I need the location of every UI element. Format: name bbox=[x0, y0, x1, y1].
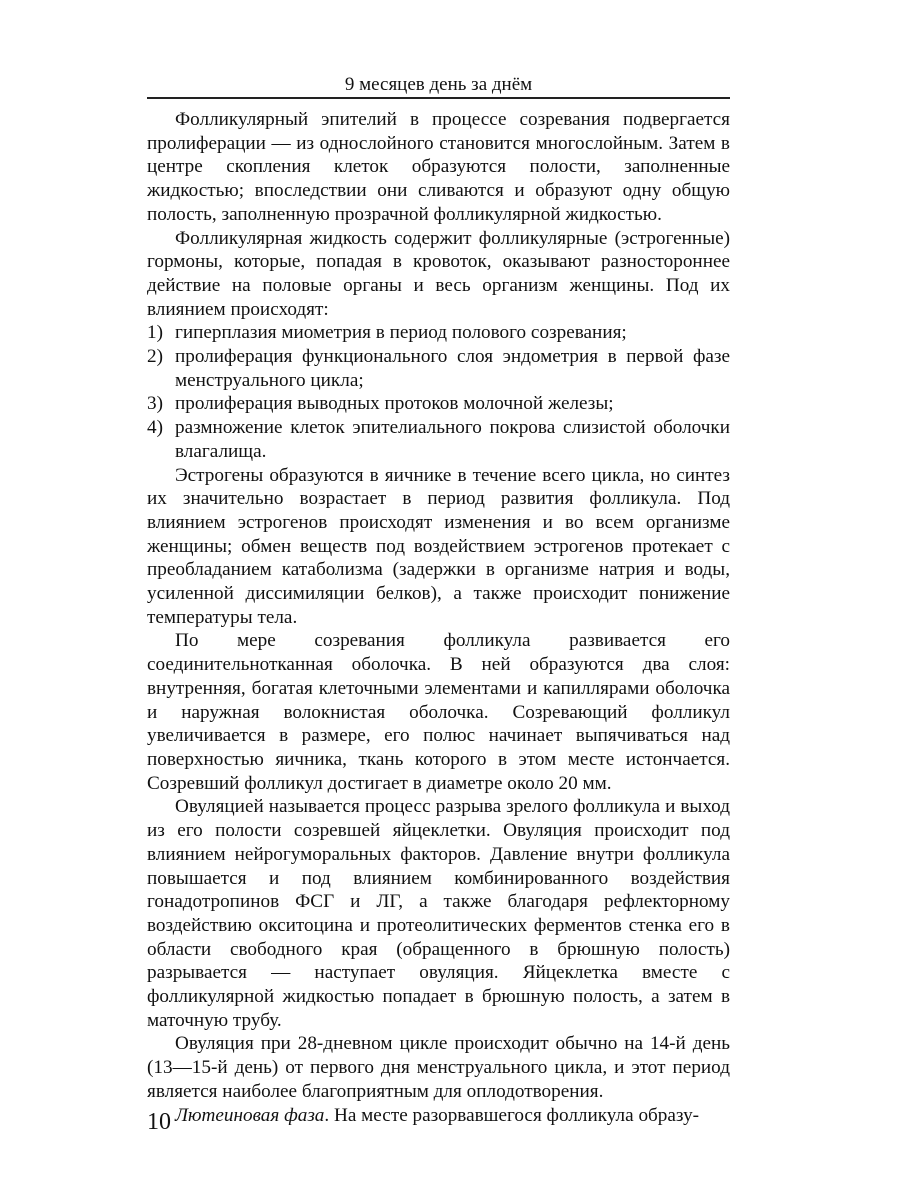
page-number: 10 bbox=[147, 1109, 171, 1135]
list-item-text: гиперплазия миометрия в период полового созревания; bbox=[175, 322, 627, 344]
book-page bbox=[147, 0, 730, 1200]
list-item-number: 2) bbox=[147, 346, 163, 368]
paragraph: Фолликулярный эпителий в процессе созревания подвергается пролиферации — из однослойного становится многослойным. Затем в центре скопления клеток образуются полости, заполненные жидкостью; впоследствии они сливаются и образуют одну общую полость, заполненную прозрачной фолликулярной жидкостью. bbox=[147, 109, 730, 225]
list-item-number: 4) bbox=[147, 417, 163, 439]
paragraph: Овуляция при 28-дневном цикле происходит обычно на 14-й день (13—15-й день) от первого дня менструального цикла, и этот период является наиболее благоприятным для оплодотворения. bbox=[147, 1033, 730, 1102]
list-item-text: пролиферация выводных протоков молочной железы; bbox=[175, 393, 614, 415]
effects-list bbox=[147, 321, 730, 463]
paragraph: Фолликулярная жидкость содержит фолликулярные (эстрогенные) гормоны, которые, попадая в кровоток, оказывают разностороннее действие на половые органы и весь организм женщины. Под их влиянием происходят: bbox=[147, 227, 730, 320]
list-item bbox=[147, 321, 730, 345]
paragraph: Эстрогены образуются в яичнике в течение всего цикла, но синтез их значительно возрастает в период развития фолликула. Под влиянием эстрогенов происходят изменения и во всем организме женщины; обмен веществ под воздействием эстрогенов протекает с преобладанием катаболизма (задержки в организме натрия и воды, усиленной диссимиляции белков), а также происходит понижение температуры тела. bbox=[147, 464, 730, 628]
term-luteal-phase: Лютеиновая фаза bbox=[175, 1104, 325, 1126]
paragraph-luteal-phase bbox=[147, 1104, 730, 1128]
list-item-number: 3) bbox=[147, 393, 163, 415]
list-item-number: 1) bbox=[147, 322, 163, 344]
list-item bbox=[147, 392, 730, 416]
list-item-text: пролиферация функционального слоя эндометрия в первой фазе менструального цикла; bbox=[175, 346, 730, 391]
body-text bbox=[147, 108, 730, 1127]
paragraph-continuation: . На месте разорвавшегося фолликула образу- bbox=[324, 1104, 700, 1126]
paragraph: По мере созревания фолликула развивается его соединительнотканная оболочка. В ней образуются два слоя: внутренняя, богатая клеточными элементами и капиллярами оболочка и наружная волокнистая оболочка. Созревающий фолликул увеличивается в размере, его полюс начинает выпячиваться над поверхностью яичника, ткань которого в этом месте истончается. Созревший фолликул достигает в диаметре около 20 мм. bbox=[147, 630, 730, 794]
paragraph: Овуляцией называется процесс разрыва зрелого фолликула и выход из его полости созревшей яйцеклетки. Овуляция происходит под влиянием нейрогуморальных факторов. Давление внутри фолликула повышается и под влиянием комбинированного воздействия гонадотропинов ФСГ и ЛГ, а также благодаря рефлекторному воздействию окситоцина и протеолитических ферментов стенка его в области свободного края (обращенного в брюшную полость) разрывается — наступает овуляция. Яйцеклетка вместе с фолликулярной жидкостью попадает в брюшную полость, а затем в маточную трубу. bbox=[147, 796, 730, 1031]
list-item bbox=[147, 345, 730, 392]
list-item bbox=[147, 416, 730, 463]
list-item-text: размножение клеток эпителиального покрова слизистой оболочки влагалища. bbox=[175, 417, 730, 462]
running-header: 9 месяцев день за днём bbox=[344, 74, 533, 95]
header-rule bbox=[147, 97, 730, 99]
